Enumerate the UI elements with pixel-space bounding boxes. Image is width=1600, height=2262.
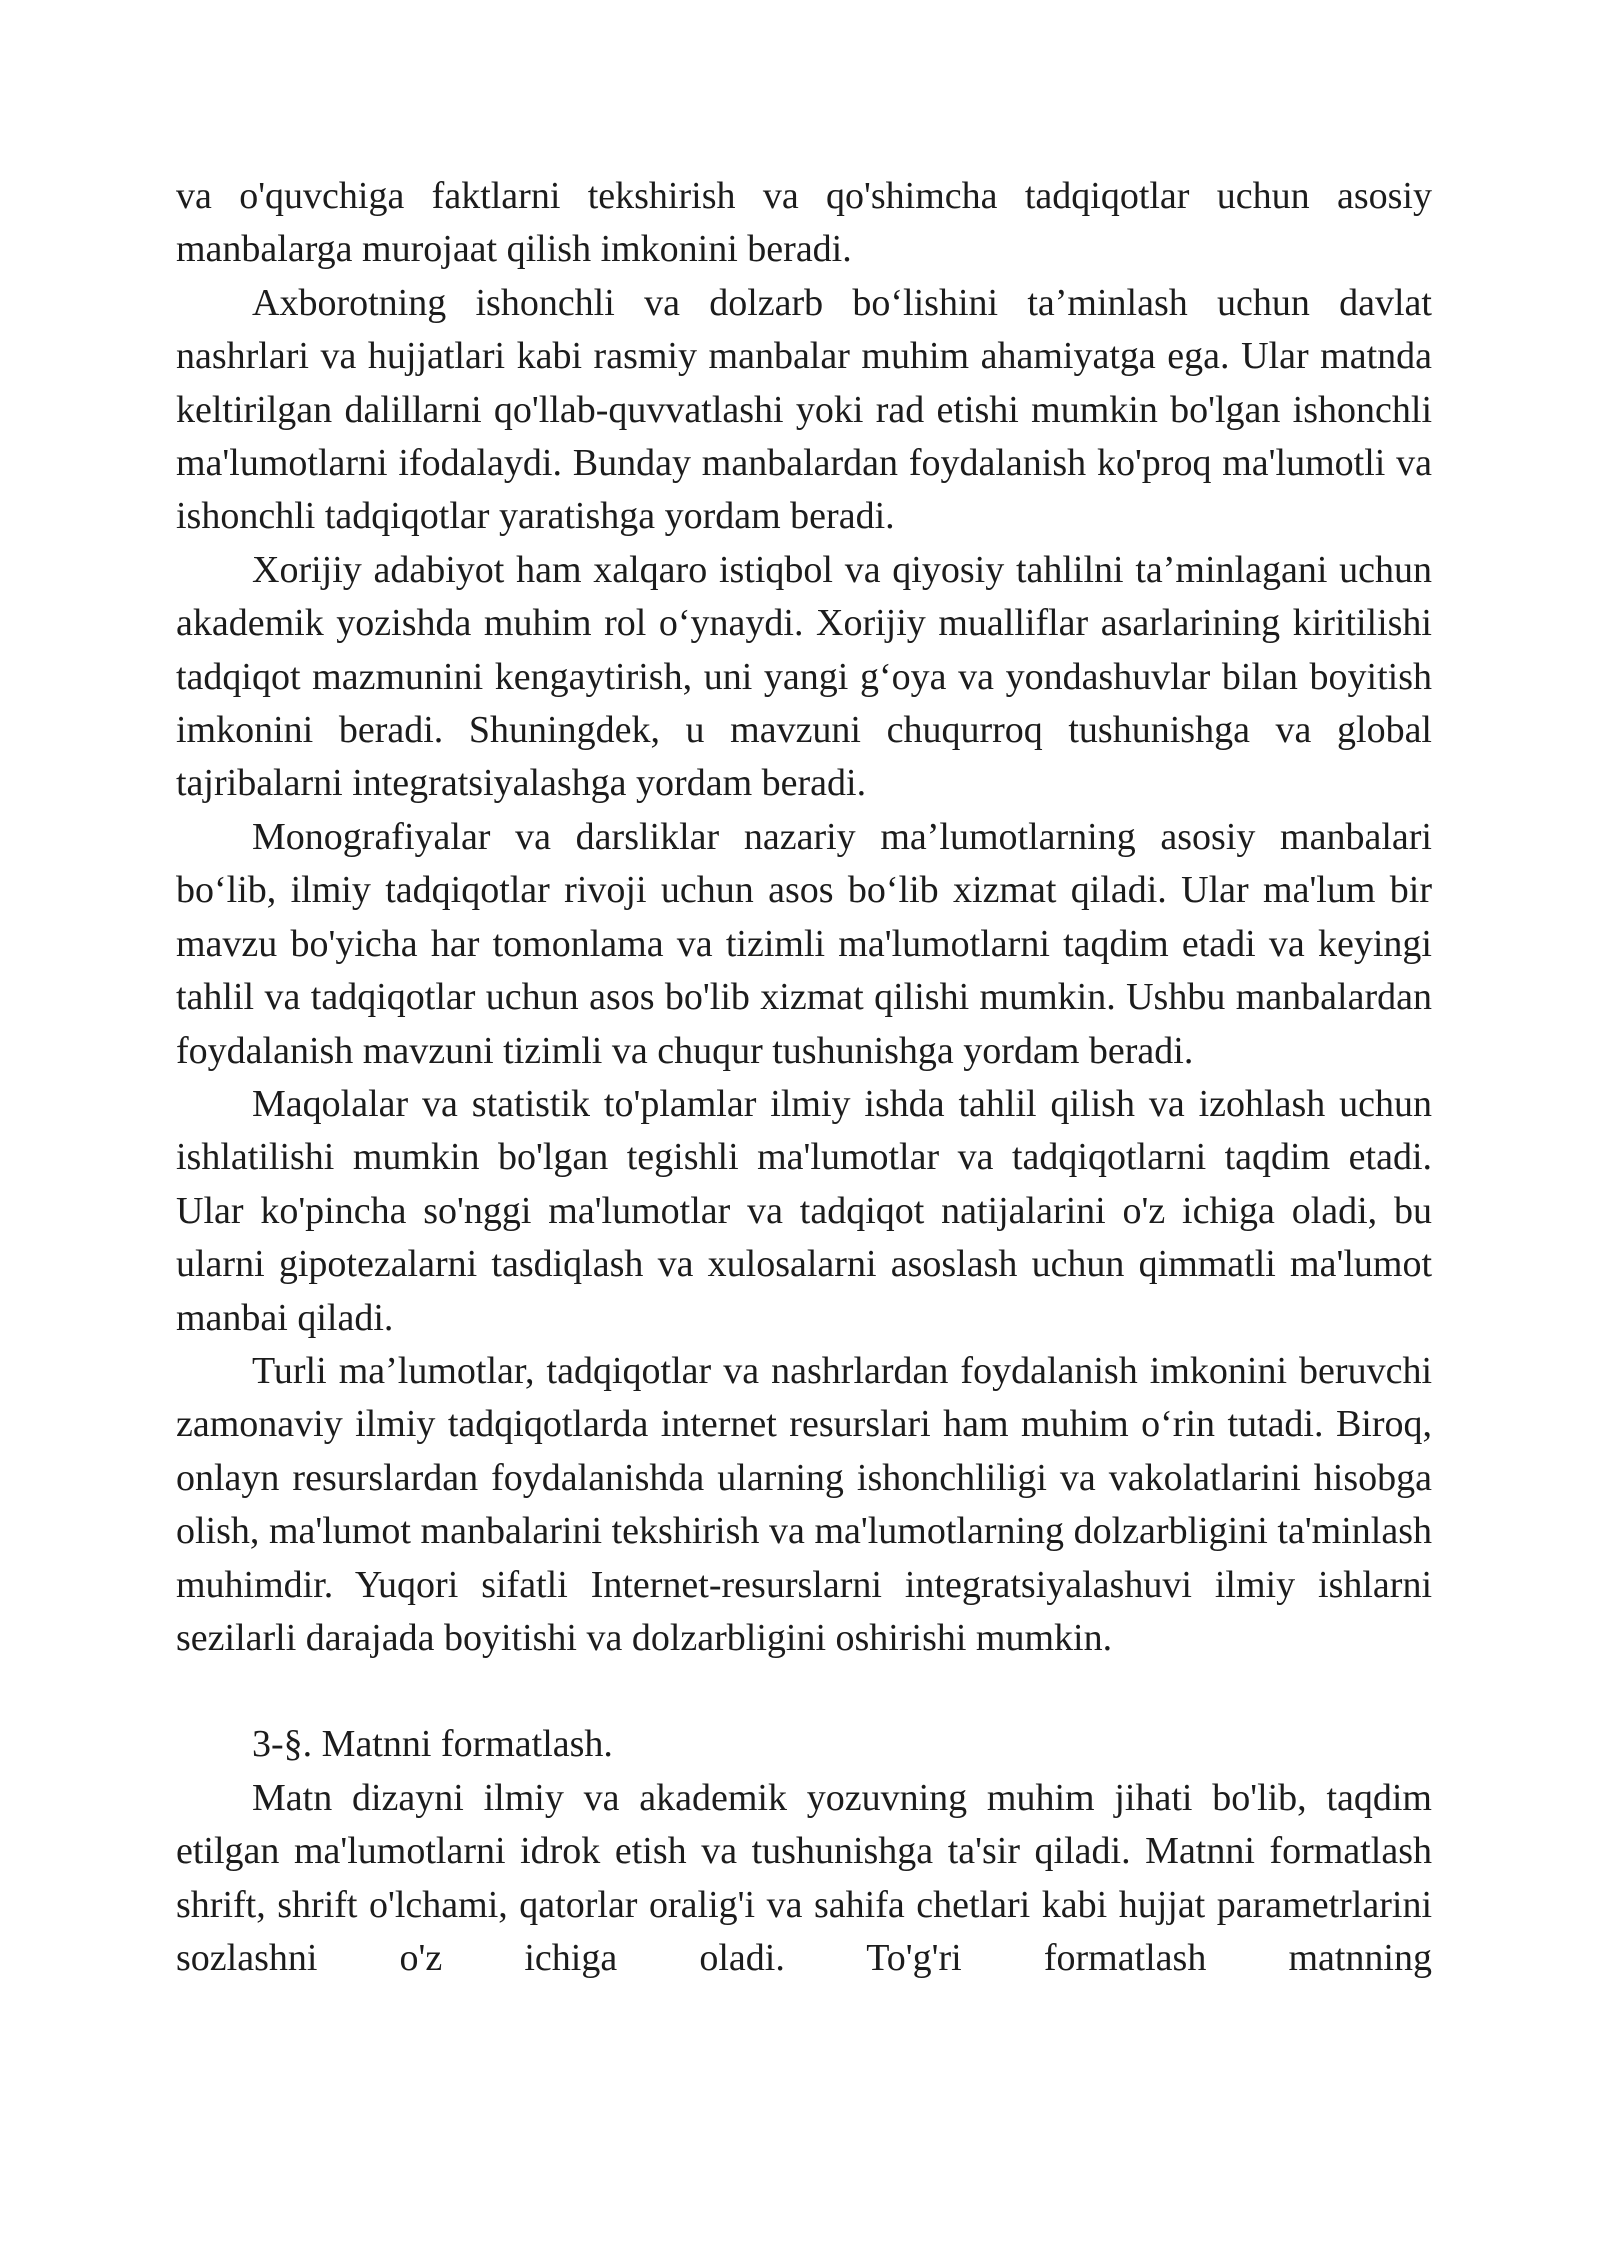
paragraph-5: Maqolalar va statistik to'plamlar ilmiy ishda tahlil qilish va izohlash uchun ishlatilishi mumkin bo'lgan tegishli ma'lumotlar va tadqiqotlarni taqdim etadi. Ular ko'pincha so'nggi ma'lumotlar va tadqiqot natijalarini o'z ichiga oladi, bu ularni gipotezalarni tasdiqlash va xulosalarni asoslash uchun qimmatli ma'lumot manbai qiladi. xyxy=(176,1082,1432,1339)
section-heading: 3-§. Matnni formatlash. xyxy=(252,1723,613,1766)
document-page xyxy=(176,170,1432,1985)
paragraph-6: Turli ma’lumotlar, tadqiqotlar va nashrlardan foydalanish imkonini beruvchi zamonaviy ilmiy tadqiqotlarda internet resurslari ham muhim o‘rin tutadi. Biroq, onlayn resurslardan foydalanishda ularning ishonchliligi va vakolatlarini hisobga olish, ma'lumot manbalarini tekshirish va ma'lumotlarning dolzarbligini ta'minlash muhimdir. Yuqori sifatli Internet-resurslarni integratsiyalashuvi ilmiy ishlarni sezilarli darajada boyitishi va dolzarbligini oshirishi mumkin. xyxy=(176,1349,1432,1659)
paragraph-3: Xorijiy adabiyot ham xalqaro istiqbol va qiyosiy tahlilni ta’minlagani uchun akademik yozishda muhim rol o‘ynaydi. Xorijiy mualliflar asarlarining kiritilishi tadqiqot mazmunini kengaytirish, uni yangi g‘oya va yondashuvlar bilan boyitish imkonini beradi. Shuningdek, u mavzuni chuqurroq tushunishga va global tajribalarni integratsiyalashga yordam beradi. xyxy=(176,548,1432,805)
paragraph-2: Axborotning ishonchli va dolzarb bo‘lishini ta’minlash uchun davlat nashrlari va hujjatlari kabi rasmiy manbalar muhim ahamiyatga ega. Ular matnda keltirilgan dalillarni qo'llab-quvvatlashi yoki rad etishi mumkin bo'lgan ishonchli ma'lumotlarni ifodalaydi. Bunday manbalardan foydalanish ko'proq ma'lumotli va ishonchli tadqiqotlar yaratishga yordam beradi. xyxy=(176,281,1432,538)
paragraph-4: Monografiyalar va darsliklar nazariy ma’lumotlarning asosiy manbalari bo‘lib, ilmiy tadqiqotlar rivoji uchun asos bo‘lib xizmat qiladi. Ular ma'lum bir mavzu bo'yicha har tomonlama va tizimli ma'lumotlarni taqdim etadi va keyingi tahlil va tadqiqotlar uchun asos bo'lib xizmat qilishi mumkin. Ushbu manbalardan foydalanish mavzuni tizimli va chuqur tushunishga yordam beradi. xyxy=(176,815,1432,1072)
section-paragraph: Matn dizayni ilmiy va akademik yozuvning muhim jihati bo'lib, taqdim etilgan ma'lumotlarni idrok etish va tushunishga ta'sir qiladi. Matnni formatlash shrift, shrift o'lchami, qatorlar oralig'i va sahifa chetlari kabi hujjat parametrlarini sozlashni o'z ichiga oladi. To'g'ri formatlash matnning xyxy=(176,1776,1432,1979)
paragraph-1: va o'quvchiga faktlarni tekshirish va qo'shimcha tadqiqotlar uchun asosiy manbalarga murojaat qilish imkonini beradi. xyxy=(176,175,1432,271)
